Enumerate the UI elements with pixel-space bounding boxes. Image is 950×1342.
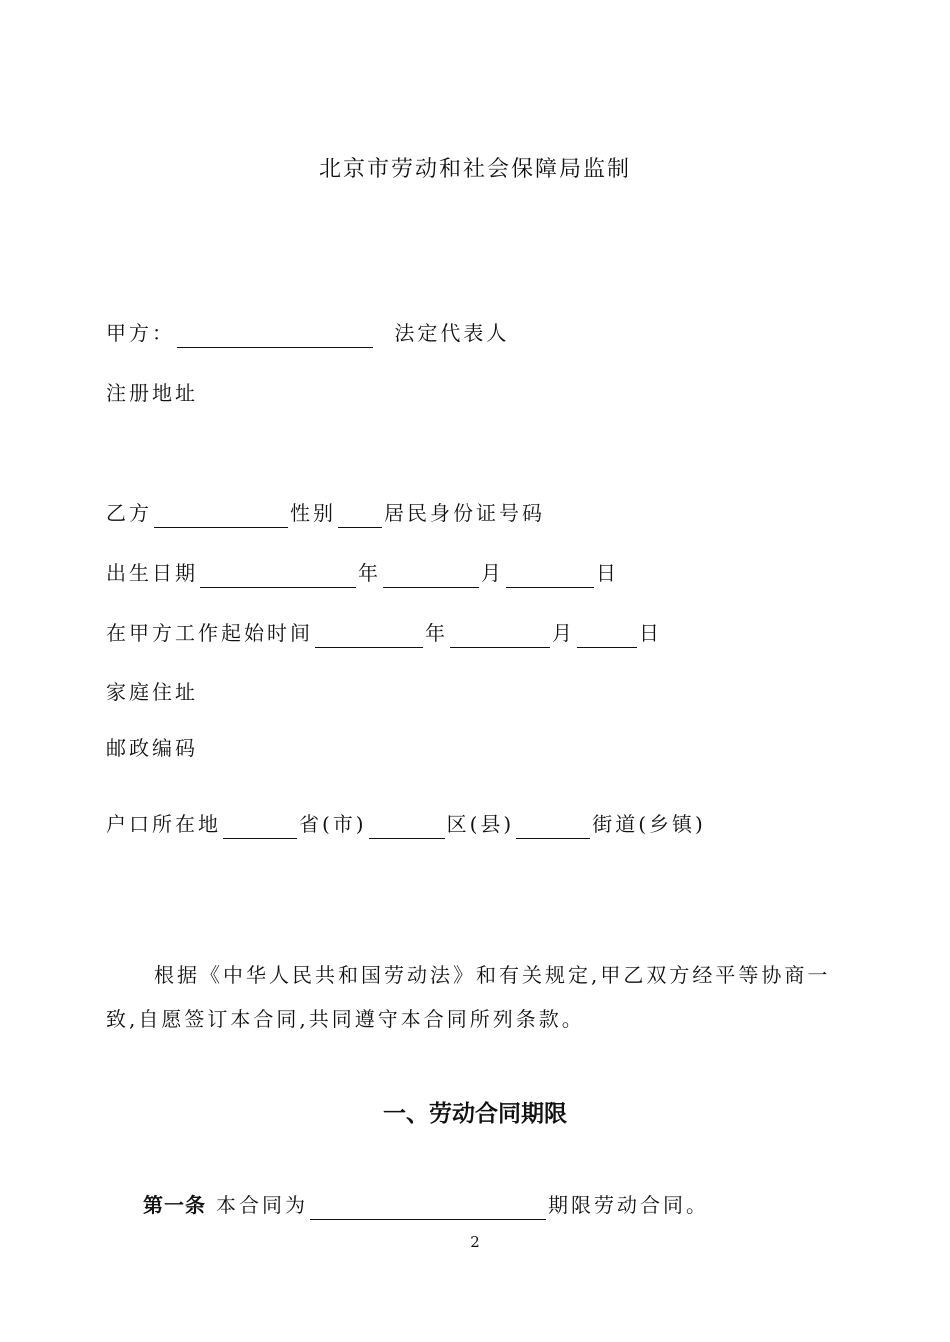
article-label: 第一条 bbox=[143, 1193, 206, 1217]
birth-date-label: 出生日期 bbox=[106, 561, 198, 585]
street-blank[interactable] bbox=[516, 818, 590, 839]
birth-day-blank[interactable] bbox=[506, 567, 594, 588]
party-b-line bbox=[106, 498, 545, 528]
start-work-line bbox=[106, 618, 662, 648]
province-label: 省(市) bbox=[299, 812, 367, 836]
contract-term-blank[interactable] bbox=[310, 1199, 546, 1220]
year-label: 年 bbox=[425, 621, 448, 645]
hukou-label: 户口所在地 bbox=[106, 812, 221, 836]
day-label: 日 bbox=[639, 621, 662, 645]
year-label: 年 bbox=[358, 561, 381, 585]
birth-month-blank[interactable] bbox=[383, 567, 479, 588]
month-label: 月 bbox=[552, 621, 575, 645]
party-a-address-line bbox=[106, 378, 198, 408]
party-a-line bbox=[106, 318, 509, 348]
preamble-paragraph bbox=[106, 953, 851, 1041]
legal-rep-label: 法定代表人 bbox=[394, 321, 510, 345]
supervisor-line: 北京市劳动和社会保障局监制 bbox=[318, 157, 631, 182]
start-day-blank[interactable] bbox=[577, 627, 637, 648]
start-year-blank[interactable] bbox=[315, 627, 423, 648]
month-label: 月 bbox=[481, 561, 504, 585]
preamble-text: 根据《中华人民共和国劳动法》和有关规定,甲乙双方经平等协商一致,自愿签订本合同,共同遵守本合同所列条款。 bbox=[106, 963, 831, 1031]
start-work-label: 在甲方工作起始时间 bbox=[106, 621, 313, 645]
postal-code-line bbox=[106, 733, 198, 763]
gender-blank[interactable] bbox=[338, 507, 382, 528]
article-text-after: 期限劳动合同。 bbox=[548, 1193, 709, 1217]
article-one-line bbox=[143, 1190, 709, 1220]
start-month-blank[interactable] bbox=[450, 627, 550, 648]
district-blank[interactable] bbox=[369, 818, 445, 839]
home-address-line bbox=[106, 677, 198, 707]
section-title: 一、劳动合同期限 bbox=[383, 1101, 567, 1127]
postal-code-label: 邮政编码 bbox=[106, 736, 198, 760]
id-number-label: 居民身份证号码 bbox=[384, 501, 545, 525]
birth-date-line bbox=[106, 558, 619, 588]
party-a-label: 甲方： bbox=[106, 321, 175, 345]
party-b-label: 乙方 bbox=[106, 501, 152, 525]
district-label: 区(县) bbox=[446, 812, 515, 836]
article-text-before: 本合同为 bbox=[216, 1193, 308, 1217]
home-address-label: 家庭住址 bbox=[106, 680, 198, 704]
street-label: 街道(乡镇) bbox=[592, 812, 706, 836]
day-label: 日 bbox=[596, 561, 619, 585]
hukou-line bbox=[106, 809, 706, 839]
party-b-name-blank[interactable] bbox=[154, 507, 288, 528]
gender-label: 性别 bbox=[290, 501, 336, 525]
registered-address-label: 注册地址 bbox=[106, 381, 198, 405]
province-blank[interactable] bbox=[223, 818, 297, 839]
page-number: 2 bbox=[470, 1233, 480, 1251]
party-a-name-blank[interactable] bbox=[177, 327, 373, 348]
birth-year-blank[interactable] bbox=[200, 567, 356, 588]
